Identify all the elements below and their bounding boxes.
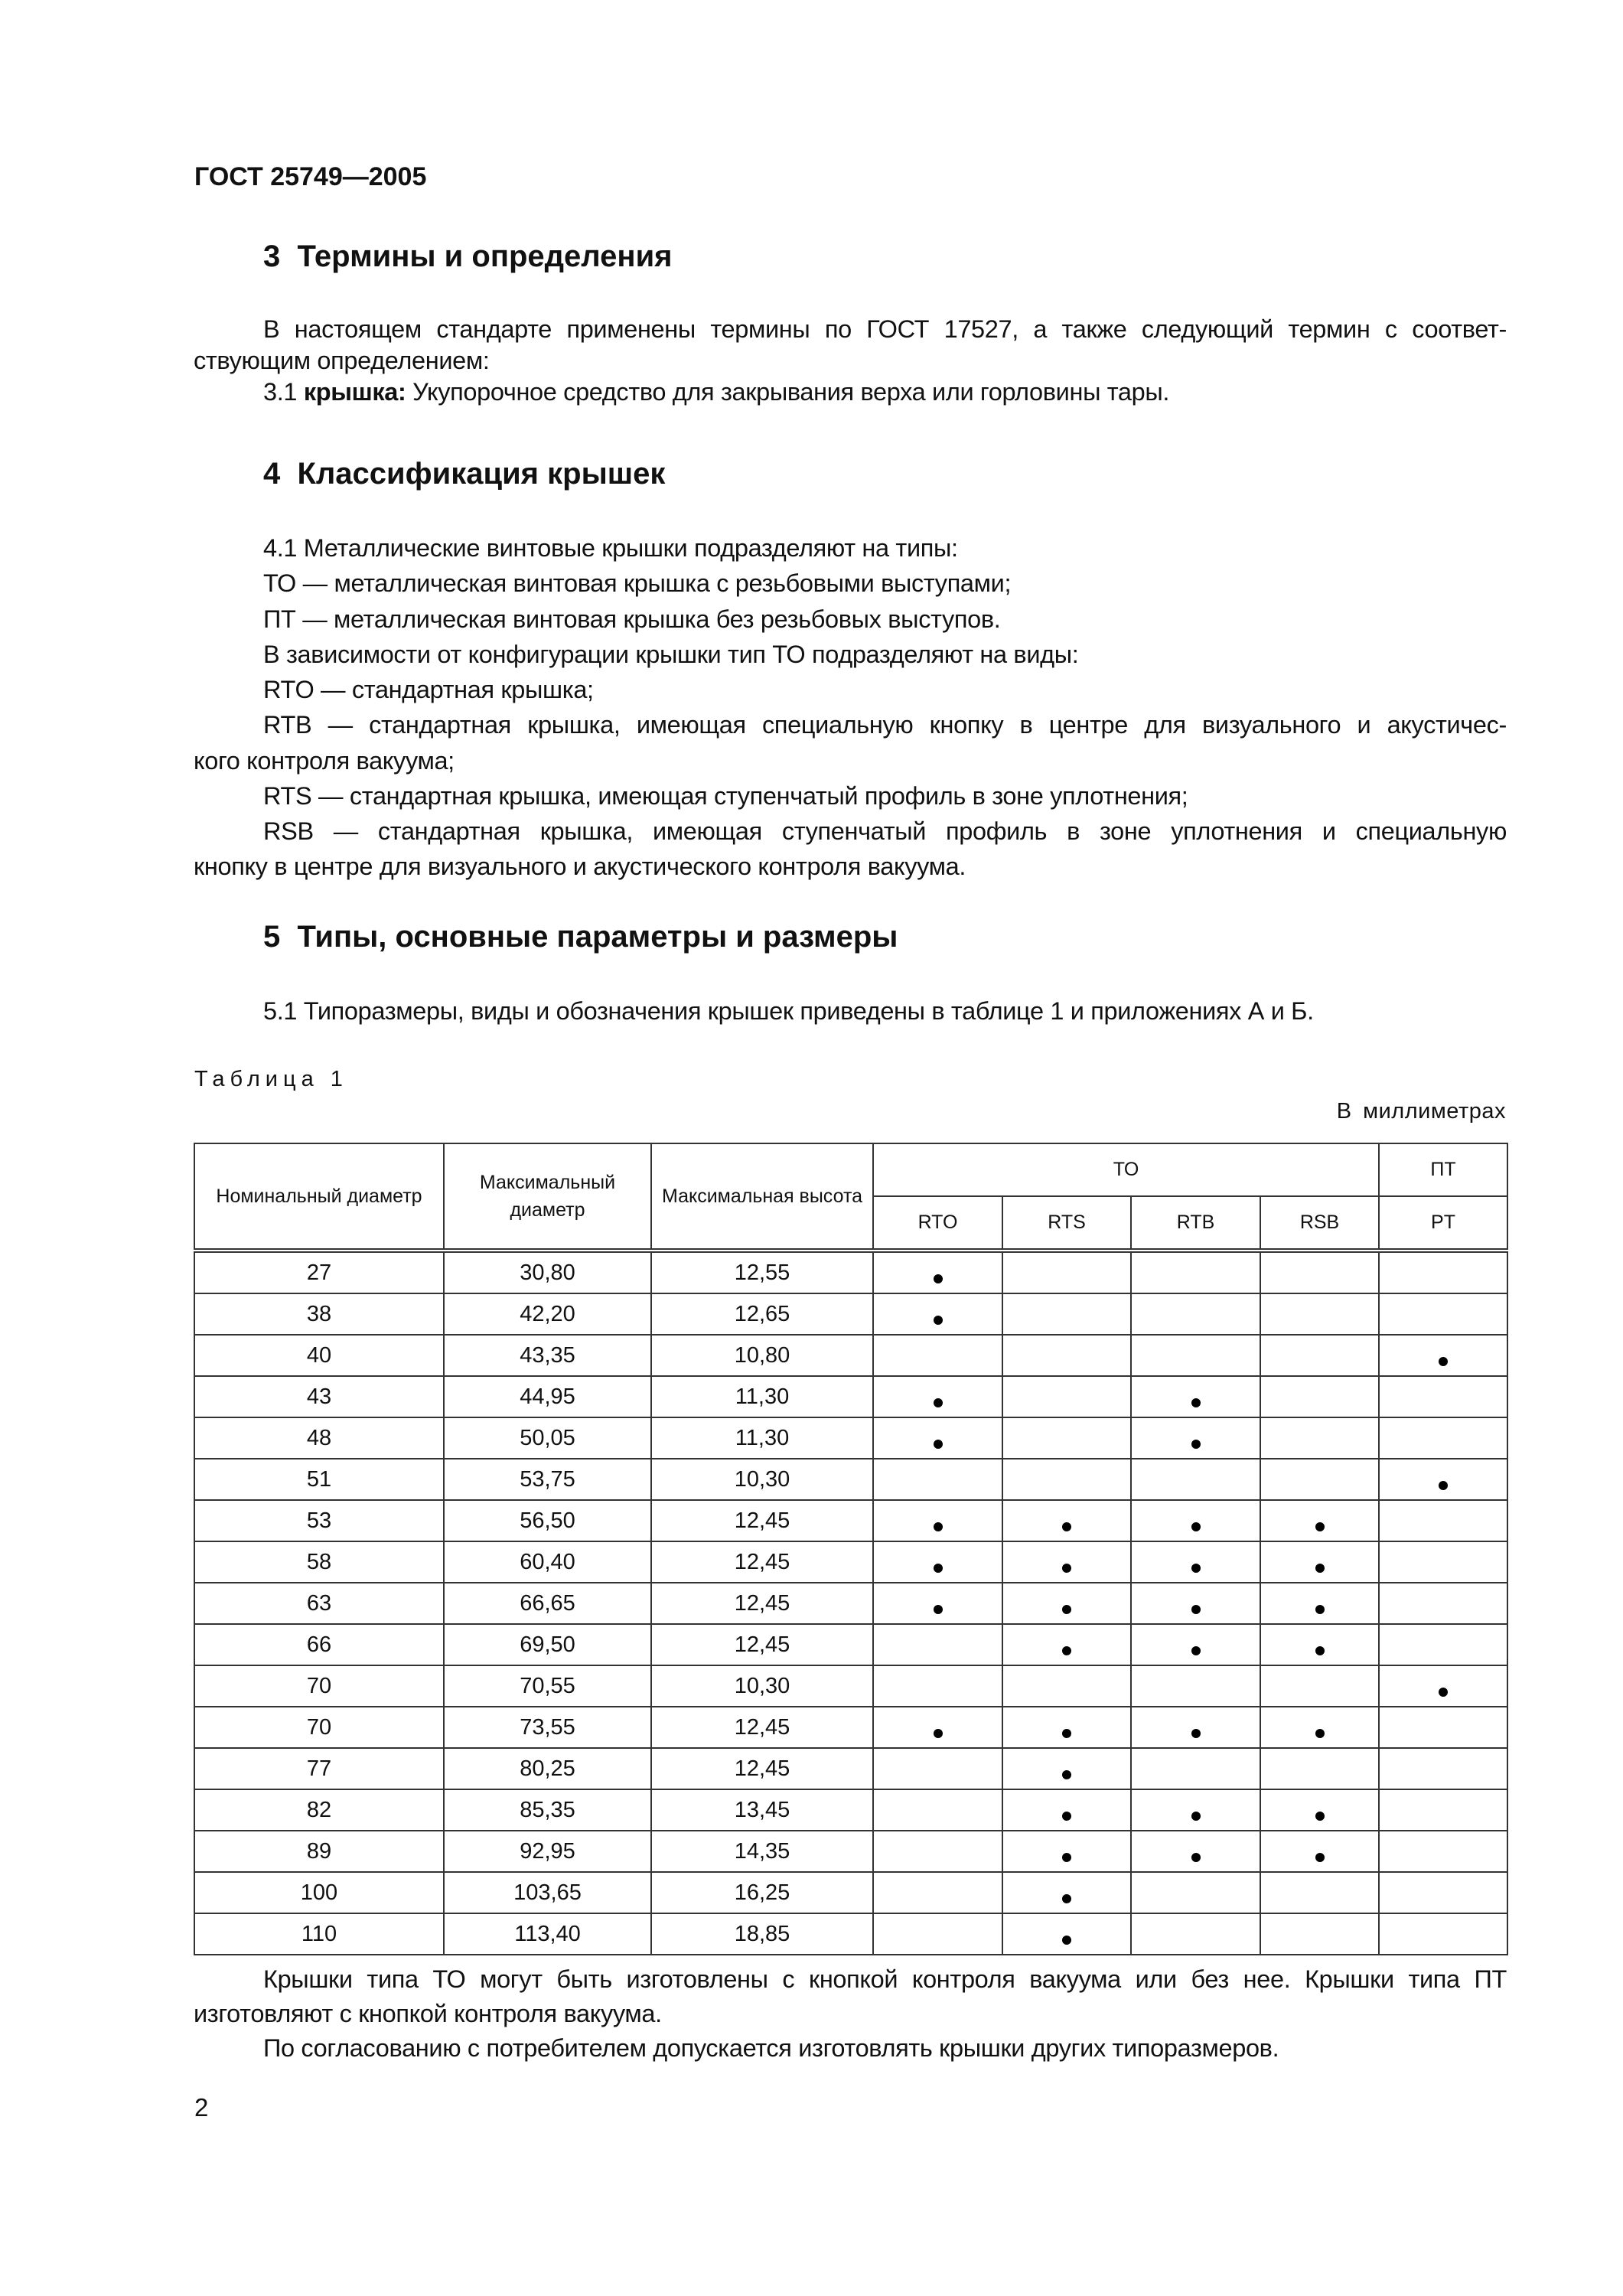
cell-mark-rtb bbox=[1131, 1872, 1260, 1913]
cell-nominal-diameter: 70 bbox=[194, 1707, 444, 1748]
note-line: изготовляют с кнопкой контроля вакуума. bbox=[194, 2000, 662, 2027]
cell-mark-rsb bbox=[1260, 1872, 1379, 1913]
table-row bbox=[194, 1707, 1507, 1748]
cell-mark-rsb bbox=[1260, 1789, 1379, 1831]
bullet-mark-icon bbox=[1062, 1646, 1071, 1655]
cell-nominal-diameter: 63 bbox=[194, 1583, 444, 1624]
cell-max-height: 16,25 bbox=[651, 1872, 873, 1913]
cell-max-height: 11,30 bbox=[651, 1417, 873, 1459]
table-row bbox=[194, 1376, 1507, 1417]
cell-mark-rts bbox=[1002, 1293, 1131, 1335]
bullet-mark-icon bbox=[1315, 1605, 1325, 1614]
cell-nominal-diameter: 40 bbox=[194, 1335, 444, 1376]
cell-mark-pt bbox=[1379, 1624, 1507, 1665]
cell-max-height: 18,85 bbox=[651, 1913, 873, 1955]
cell-mark-rto bbox=[873, 1500, 1002, 1541]
cell-max-diameter: 69,50 bbox=[444, 1624, 651, 1665]
cell-mark-rto bbox=[873, 1376, 1002, 1417]
bullet-mark-icon bbox=[1315, 1729, 1325, 1738]
section-5-heading: 5 Типы, основные параметры и размеры bbox=[263, 920, 898, 954]
cell-mark-rts bbox=[1002, 1335, 1131, 1376]
bullet-mark-icon bbox=[1062, 1605, 1071, 1614]
clause-number: 3.1 bbox=[263, 378, 304, 406]
cell-nominal-diameter: 82 bbox=[194, 1789, 444, 1831]
paragraph-line: кого контроля вакуума; bbox=[194, 747, 455, 775]
bullet-mark-icon bbox=[1191, 1646, 1201, 1655]
cell-max-height: 12,45 bbox=[651, 1624, 873, 1665]
cell-nominal-diameter: 48 bbox=[194, 1417, 444, 1459]
cell-nominal-diameter: 110 bbox=[194, 1913, 444, 1955]
cell-max-height: 10,30 bbox=[651, 1665, 873, 1707]
cell-mark-pt bbox=[1379, 1831, 1507, 1872]
cell-max-diameter: 103,65 bbox=[444, 1872, 651, 1913]
section-3-heading: 3 Термины и определения bbox=[263, 240, 673, 273]
table-row bbox=[194, 1417, 1507, 1459]
cell-max-diameter: 43,35 bbox=[444, 1335, 651, 1376]
cell-max-diameter: 53,75 bbox=[444, 1459, 651, 1500]
cell-max-height: 12,45 bbox=[651, 1707, 873, 1748]
header-rtb: RTB bbox=[1131, 1196, 1260, 1251]
bullet-mark-icon bbox=[1439, 1481, 1448, 1490]
cell-mark-rtb bbox=[1131, 1500, 1260, 1541]
cell-mark-rto bbox=[873, 1665, 1002, 1707]
note-line: Крышки типа ТО могут быть изготовлены с кнопкой контроля вакуума или без нее. Крышки типа ПТ bbox=[263, 1965, 1507, 1993]
cell-mark-rto bbox=[873, 1583, 1002, 1624]
cell-max-diameter: 70,55 bbox=[444, 1665, 651, 1707]
note-line: По согласованию с потребителем допускается изготовлять крышки других типоразмеров. bbox=[263, 2034, 1279, 2062]
cell-mark-pt bbox=[1379, 1293, 1507, 1335]
table-row bbox=[194, 1872, 1507, 1913]
cell-max-height: 13,45 bbox=[651, 1789, 873, 1831]
table-units-note: В миллиметрах bbox=[1336, 1099, 1506, 1124]
table-row bbox=[194, 1913, 1507, 1955]
cell-mark-rto bbox=[873, 1748, 1002, 1789]
bullet-mark-icon bbox=[1191, 1522, 1201, 1531]
cell-mark-rsb bbox=[1260, 1748, 1379, 1789]
paragraph-line: ПТ — металлическая винтовая крышка без резьбовых выступов. bbox=[263, 605, 1001, 633]
cell-mark-pt bbox=[1379, 1500, 1507, 1541]
cell-mark-rsb bbox=[1260, 1417, 1379, 1459]
bullet-mark-icon bbox=[1191, 1440, 1201, 1449]
cell-mark-rto bbox=[873, 1789, 1002, 1831]
cell-max-height: 12,45 bbox=[651, 1748, 873, 1789]
cell-mark-rtb bbox=[1131, 1335, 1260, 1376]
bullet-mark-icon bbox=[934, 1440, 943, 1449]
bullet-mark-icon bbox=[1439, 1357, 1448, 1366]
cell-mark-pt bbox=[1379, 1376, 1507, 1417]
cell-mark-rtb bbox=[1131, 1293, 1260, 1335]
header-rsb: RSB bbox=[1260, 1196, 1379, 1251]
table-body bbox=[194, 1251, 1507, 1955]
cell-mark-rtb bbox=[1131, 1665, 1260, 1707]
cell-max-diameter: 50,05 bbox=[444, 1417, 651, 1459]
cell-nominal-diameter: 53 bbox=[194, 1500, 444, 1541]
paragraph-line: В зависимости от конфигурации крышки тип ТО подразделяют на виды: bbox=[263, 641, 1079, 668]
cell-mark-rts bbox=[1002, 1583, 1131, 1624]
cell-nominal-diameter: 38 bbox=[194, 1293, 444, 1335]
cell-mark-rtb bbox=[1131, 1376, 1260, 1417]
cell-mark-rtb bbox=[1131, 1624, 1260, 1665]
cell-mark-rsb bbox=[1260, 1624, 1379, 1665]
bullet-mark-icon bbox=[1439, 1688, 1448, 1697]
cell-mark-rts bbox=[1002, 1624, 1131, 1665]
cell-mark-pt bbox=[1379, 1583, 1507, 1624]
table-row bbox=[194, 1789, 1507, 1831]
paragraph-line: RSB — стандартная крышка, имеющая ступенчатый профиль в зоне уплотнения и специальную bbox=[263, 817, 1507, 845]
header-max-height: Максимальная высота bbox=[651, 1143, 873, 1251]
bullet-mark-icon bbox=[934, 1564, 943, 1573]
header-max-diameter: Максимальный диаметр bbox=[444, 1143, 651, 1251]
table-row bbox=[194, 1583, 1507, 1624]
cell-mark-rts bbox=[1002, 1459, 1131, 1500]
cell-mark-rsb bbox=[1260, 1293, 1379, 1335]
table-row bbox=[194, 1624, 1507, 1665]
table-row bbox=[194, 1459, 1507, 1500]
cell-mark-rtb bbox=[1131, 1707, 1260, 1748]
table-row bbox=[194, 1541, 1507, 1583]
cell-mark-rtb bbox=[1131, 1417, 1260, 1459]
table-row bbox=[194, 1335, 1507, 1376]
definition-3-1 bbox=[194, 380, 1507, 405]
cell-mark-pt bbox=[1379, 1748, 1507, 1789]
bullet-mark-icon bbox=[934, 1316, 943, 1325]
cell-max-diameter: 30,80 bbox=[444, 1251, 651, 1293]
cell-mark-rtb bbox=[1131, 1913, 1260, 1955]
header-group-to: ТО bbox=[873, 1143, 1379, 1196]
cell-mark-rto bbox=[873, 1541, 1002, 1583]
cell-mark-pt bbox=[1379, 1417, 1507, 1459]
cell-mark-pt bbox=[1379, 1665, 1507, 1707]
cell-mark-rts bbox=[1002, 1913, 1131, 1955]
caps-dimensions-table bbox=[194, 1143, 1508, 1955]
cell-mark-rto bbox=[873, 1293, 1002, 1335]
table-caption: Таблица 1 bbox=[194, 1067, 348, 1091]
bullet-mark-icon bbox=[1062, 1936, 1071, 1945]
cell-max-height: 12,45 bbox=[651, 1583, 873, 1624]
header-pt: PT bbox=[1379, 1196, 1507, 1251]
table-row bbox=[194, 1831, 1507, 1872]
cell-mark-rts bbox=[1002, 1251, 1131, 1293]
section-4-heading: 4 Классификация крышек bbox=[263, 457, 666, 491]
header-rto: RTO bbox=[873, 1196, 1002, 1251]
cell-mark-rtb bbox=[1131, 1541, 1260, 1583]
cell-mark-rtb bbox=[1131, 1459, 1260, 1500]
bullet-mark-icon bbox=[1062, 1853, 1071, 1862]
bullet-mark-icon bbox=[934, 1729, 943, 1738]
cell-mark-rsb bbox=[1260, 1583, 1379, 1624]
defined-term: крышка: bbox=[303, 378, 406, 406]
cell-mark-pt bbox=[1379, 1789, 1507, 1831]
cell-mark-rto bbox=[873, 1624, 1002, 1665]
header-rts: RTS bbox=[1002, 1196, 1131, 1251]
bullet-mark-icon bbox=[1315, 1853, 1325, 1862]
paragraph-line: RTO — стандартная крышка; bbox=[263, 676, 594, 703]
cell-mark-rsb bbox=[1260, 1665, 1379, 1707]
bullet-mark-icon bbox=[934, 1398, 943, 1407]
cell-mark-rts bbox=[1002, 1748, 1131, 1789]
bullet-mark-icon bbox=[1315, 1812, 1325, 1821]
cell-mark-pt bbox=[1379, 1541, 1507, 1583]
bullet-mark-icon bbox=[1191, 1812, 1201, 1821]
paragraph-line: кнопку в центре для визуального и акустического контроля вакуума. bbox=[194, 853, 966, 880]
cell-mark-rsb bbox=[1260, 1831, 1379, 1872]
cell-mark-rto bbox=[873, 1831, 1002, 1872]
cell-mark-pt bbox=[1379, 1459, 1507, 1500]
bullet-mark-icon bbox=[1191, 1398, 1201, 1407]
cell-max-height: 10,30 bbox=[651, 1459, 873, 1500]
cell-max-height: 12,55 bbox=[651, 1251, 873, 1293]
cell-mark-rsb bbox=[1260, 1500, 1379, 1541]
bullet-mark-icon bbox=[1062, 1564, 1071, 1573]
cell-max-height: 11,30 bbox=[651, 1376, 873, 1417]
cell-mark-rsb bbox=[1260, 1251, 1379, 1293]
cell-max-diameter: 42,20 bbox=[444, 1293, 651, 1335]
cell-mark-rto bbox=[873, 1459, 1002, 1500]
cell-mark-rto bbox=[873, 1872, 1002, 1913]
bullet-mark-icon bbox=[1191, 1564, 1201, 1573]
cell-max-diameter: 73,55 bbox=[444, 1707, 651, 1748]
cell-nominal-diameter: 58 bbox=[194, 1541, 444, 1583]
cell-mark-pt bbox=[1379, 1707, 1507, 1748]
cell-mark-rts bbox=[1002, 1500, 1131, 1541]
page-number: 2 bbox=[194, 2093, 209, 2122]
cell-mark-rsb bbox=[1260, 1376, 1379, 1417]
cell-mark-pt bbox=[1379, 1872, 1507, 1913]
cell-mark-rts bbox=[1002, 1707, 1131, 1748]
cell-max-diameter: 56,50 bbox=[444, 1500, 651, 1541]
cell-max-diameter: 60,40 bbox=[444, 1541, 651, 1583]
cell-mark-pt bbox=[1379, 1251, 1507, 1293]
bullet-mark-icon bbox=[1191, 1729, 1201, 1738]
cell-nominal-diameter: 27 bbox=[194, 1251, 444, 1293]
paragraph-line: В настоящем стандарте применены термины по ГОСТ 17527, а также следующий термин с соответ- bbox=[263, 315, 1507, 343]
cell-mark-pt bbox=[1379, 1913, 1507, 1955]
bullet-mark-icon bbox=[1315, 1646, 1325, 1655]
cell-mark-rto bbox=[873, 1417, 1002, 1459]
cell-mark-rts bbox=[1002, 1376, 1131, 1417]
cell-mark-rtb bbox=[1131, 1831, 1260, 1872]
cell-mark-rtb bbox=[1131, 1789, 1260, 1831]
cell-mark-rto bbox=[873, 1913, 1002, 1955]
bullet-mark-icon bbox=[1062, 1812, 1071, 1821]
cell-mark-rts bbox=[1002, 1831, 1131, 1872]
cell-max-height: 10,80 bbox=[651, 1335, 873, 1376]
bullet-mark-icon bbox=[1062, 1729, 1071, 1738]
bullet-mark-icon bbox=[934, 1605, 943, 1614]
cell-mark-rts bbox=[1002, 1417, 1131, 1459]
cell-max-height: 14,35 bbox=[651, 1831, 873, 1872]
table-row bbox=[194, 1748, 1507, 1789]
cell-nominal-diameter: 43 bbox=[194, 1376, 444, 1417]
cell-nominal-diameter: 77 bbox=[194, 1748, 444, 1789]
cell-mark-rtb bbox=[1131, 1251, 1260, 1293]
cell-mark-rts bbox=[1002, 1665, 1131, 1707]
cell-mark-rts bbox=[1002, 1541, 1131, 1583]
paragraph-line: ствующим определением: bbox=[194, 347, 490, 374]
cell-mark-rtb bbox=[1131, 1583, 1260, 1624]
cell-max-diameter: 85,35 bbox=[444, 1789, 651, 1831]
cell-mark-pt bbox=[1379, 1335, 1507, 1376]
bullet-mark-icon bbox=[1315, 1522, 1325, 1531]
cell-mark-rsb bbox=[1260, 1459, 1379, 1500]
cell-mark-rts bbox=[1002, 1872, 1131, 1913]
cell-max-diameter: 66,65 bbox=[444, 1583, 651, 1624]
bullet-mark-icon bbox=[934, 1274, 943, 1283]
cell-mark-rsb bbox=[1260, 1707, 1379, 1748]
header-group-pt: ПТ bbox=[1379, 1143, 1507, 1196]
cell-max-height: 12,45 bbox=[651, 1541, 873, 1583]
bullet-mark-icon bbox=[1191, 1853, 1201, 1862]
paragraph-line: ТО — металлическая винтовая крышка с резьбовыми выступами; bbox=[263, 569, 1012, 597]
paragraph-line: RTS — стандартная крышка, имеющая ступенчатый профиль в зоне уплотнения; bbox=[263, 782, 1188, 810]
cell-mark-rsb bbox=[1260, 1335, 1379, 1376]
cell-nominal-diameter: 66 bbox=[194, 1624, 444, 1665]
cell-max-diameter: 80,25 bbox=[444, 1748, 651, 1789]
bullet-mark-icon bbox=[1062, 1770, 1071, 1779]
cell-max-diameter: 92,95 bbox=[444, 1831, 651, 1872]
bullet-mark-icon bbox=[934, 1522, 943, 1531]
cell-max-diameter: 113,40 bbox=[444, 1913, 651, 1955]
cell-mark-rsb bbox=[1260, 1913, 1379, 1955]
table-row bbox=[194, 1665, 1507, 1707]
cell-mark-rto bbox=[873, 1251, 1002, 1293]
table-row bbox=[194, 1251, 1507, 1293]
cell-max-height: 12,45 bbox=[651, 1500, 873, 1541]
header-nominal-diameter: Номинальный диаметр bbox=[194, 1143, 444, 1251]
cell-mark-rts bbox=[1002, 1789, 1131, 1831]
bullet-mark-icon bbox=[1062, 1522, 1071, 1531]
bullet-mark-icon bbox=[1062, 1894, 1071, 1903]
paragraph-line: 5.1 Типоразмеры, виды и обозначения крышек приведены в таблице 1 и приложениях А и Б. bbox=[263, 997, 1314, 1025]
cell-nominal-diameter: 51 bbox=[194, 1459, 444, 1500]
cell-mark-rtb bbox=[1131, 1748, 1260, 1789]
cell-max-diameter: 44,95 bbox=[444, 1376, 651, 1417]
cell-nominal-diameter: 100 bbox=[194, 1872, 444, 1913]
bullet-mark-icon bbox=[1315, 1564, 1325, 1573]
table-row bbox=[194, 1500, 1507, 1541]
cell-mark-rsb bbox=[1260, 1541, 1379, 1583]
paragraph-line: RTB — стандартная крышка, имеющая специальную кнопку в центре для визуального и акустичес- bbox=[263, 711, 1507, 739]
cell-max-height: 12,65 bbox=[651, 1293, 873, 1335]
cell-nominal-diameter: 70 bbox=[194, 1665, 444, 1707]
cell-nominal-diameter: 89 bbox=[194, 1831, 444, 1872]
document-id-header: ГОСТ 25749—2005 bbox=[194, 162, 427, 191]
bullet-mark-icon bbox=[1191, 1605, 1201, 1614]
cell-mark-rto bbox=[873, 1707, 1002, 1748]
definition-text: Укупорочное средство для закрывания верха или горловины тары. bbox=[406, 378, 1170, 406]
paragraph-line: 4.1 Металлические винтовые крышки подразделяют на типы: bbox=[263, 534, 958, 562]
cell-mark-rto bbox=[873, 1335, 1002, 1376]
table-row bbox=[194, 1293, 1507, 1335]
